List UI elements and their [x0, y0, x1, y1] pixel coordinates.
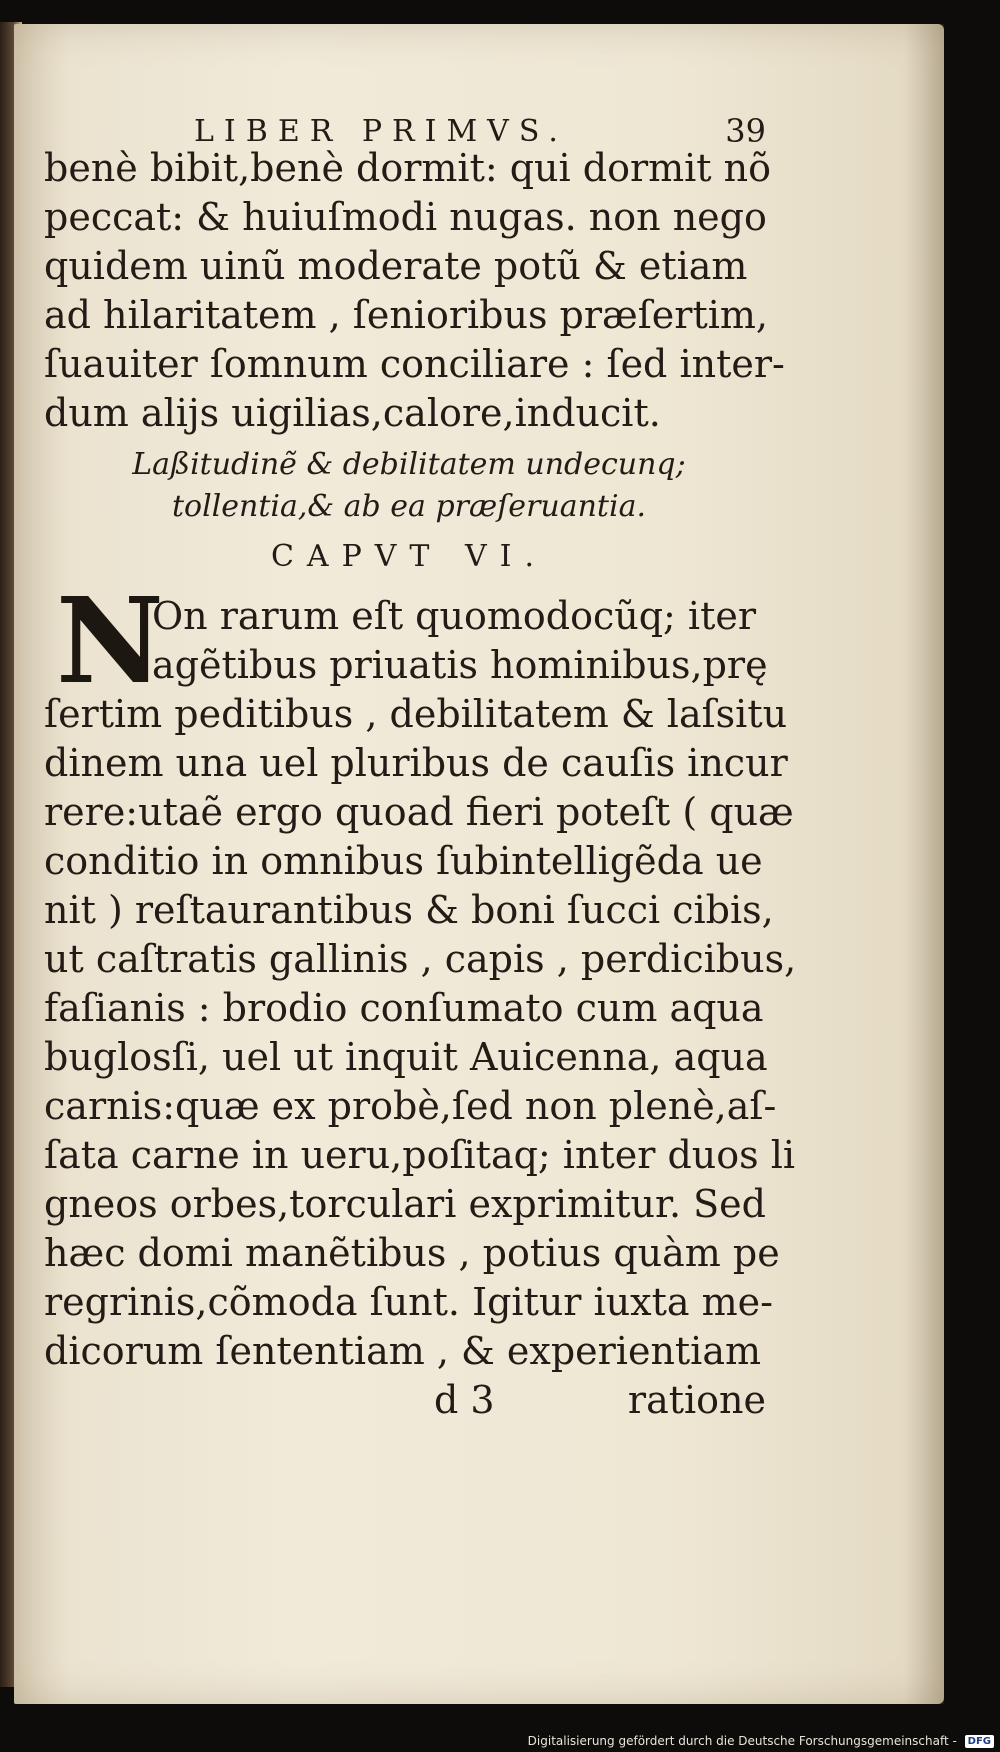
- running-title: LIBER PRIMVS.: [194, 114, 568, 149]
- text-line: ut caſtratis gallinis , capis , perdicibus,: [44, 937, 797, 981]
- catchline: [44, 1376, 774, 1425]
- credit-text: Digitalisierung gefördert durch die Deutsche Forschungsgemeinschaft -: [527, 1734, 957, 1748]
- page-edge-shadow: [904, 24, 944, 1704]
- opening-paragraph: [44, 144, 785, 438]
- text-line: peccat: & huiuſmodi nugas. non nego: [44, 195, 767, 239]
- book-page: [14, 24, 944, 1704]
- chapter-heading-line: tollentia,& ab ea præſeruantia.: [171, 489, 647, 524]
- digitization-credit: [528, 1732, 994, 1750]
- text-line: dinem una uel pluribus de cauſis incur: [44, 741, 788, 785]
- text-line: ad hilaritatem , ſenioribus præſertim,: [44, 293, 768, 337]
- text-line: hæc domi manẽtibus , potius quàm pe: [44, 1231, 780, 1275]
- chapter-heading-line: Laßitudinẽ & debilitatem undecunq;: [132, 447, 686, 482]
- catchword: ratione: [627, 1378, 766, 1422]
- text-line: nit ) reſtaurantibus & boni ſucci cibis,: [44, 888, 774, 932]
- drop-cap: N: [56, 571, 164, 710]
- text-line: On rarum eſt quomodocũq; iter: [152, 594, 757, 638]
- chapter-heading: [44, 444, 774, 528]
- text-line: benè bibit,benè dormit: qui dormit nõ: [44, 146, 772, 190]
- chapter-number: CAPVT VI.: [270, 539, 548, 574]
- chapter-paragraph: [44, 571, 797, 1376]
- running-head: [44, 94, 774, 150]
- text-line: buglosſi, uel ut inquit Auicenna, aqua: [44, 1035, 768, 1079]
- text-line: dicorum ſententiam , & experientiam: [44, 1329, 762, 1373]
- dfg-logo: DFG: [965, 1735, 994, 1748]
- text-line: ſuauiter ſomnum conciliare : ſed inter-: [44, 342, 785, 386]
- text-line: faſianis : brodio conſumato cum aqua: [44, 986, 764, 1030]
- text-line: rere:utaẽ ergo quoad fieri poteſt ( quæ: [44, 790, 794, 834]
- signature-mark: d 3: [434, 1378, 495, 1422]
- page-number: 39: [725, 112, 766, 150]
- text-line: conditio in omnibus ſubintelligẽda ue: [44, 839, 763, 883]
- text-block: [44, 94, 797, 1425]
- text-line: gneos orbes,torculari exprimitur. Sed: [44, 1182, 766, 1226]
- text-line: ſata carne in ueru,poſitaq; inter duos li: [44, 1133, 796, 1177]
- text-line: ſertim peditibus , debilitatem & laſsitu: [44, 692, 788, 736]
- text-line: quidem uinũ moderate potũ & etiam: [44, 244, 748, 288]
- text-line: regrinis,cõmoda ſunt. Igitur iuxta me-: [44, 1280, 773, 1324]
- text-line: dum alijs uigilias,calore,inducit.: [44, 391, 661, 435]
- text-line: carnis:quæ ex probè,ſed non plenè,aſ-: [44, 1084, 777, 1128]
- text-line: agẽtibus priuatis hominibus,prę: [152, 643, 768, 687]
